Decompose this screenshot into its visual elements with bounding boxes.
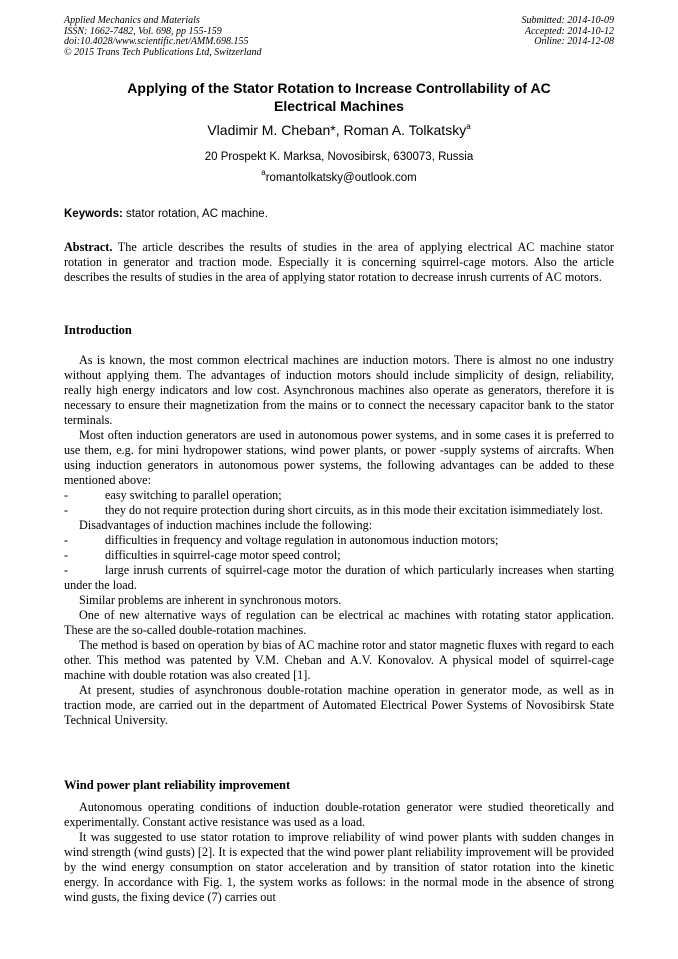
- email-address: romantolkatsky@outlook.com: [265, 172, 417, 184]
- intro-paragraph-5: One of new alternative ways of regulation can be electrical ac machines with rotating stator application. These are the so-called double-rotation machines.: [64, 608, 614, 637]
- accepted-date: Accepted: 2014-10-12: [524, 25, 614, 37]
- list-dash: -: [64, 563, 69, 577]
- abstract-label: Abstract.: [64, 240, 113, 254]
- list-dash: -: [64, 533, 69, 547]
- introduction-heading: Introduction: [64, 323, 132, 337]
- list-dash: -: [64, 548, 69, 562]
- intro-paragraph-4: Similar problems are inherent in synchronous motors.: [79, 593, 342, 607]
- paper-title: [64, 79, 614, 115]
- list-dash: -: [64, 488, 69, 502]
- author-email: [64, 168, 614, 185]
- disadvantage-text-1: difficulties in frequency and voltage regulation in autonomous induction motors;: [105, 533, 499, 547]
- journal-header: [64, 16, 262, 58]
- journal-doi: doi:10.4028/www.scientific.net/AMM.698.155: [64, 36, 249, 47]
- disadvantage-text-3: large inrush currents of squirrel-cage motor the duration of which particularly increases when starting under the load.: [64, 563, 614, 592]
- online-date: Online: 2014-12-08: [534, 36, 614, 47]
- journal-issn: ISSN: 1662-7482, Vol. 698, pp 155-159: [64, 25, 222, 37]
- journal-name: Applied Mechanics and Materials: [64, 15, 200, 26]
- email-affiliation-mark: a: [261, 168, 266, 177]
- advantage-text-2: they do not require protection during short circuits, as in this mode their excitation isimmediately lost.: [105, 503, 603, 517]
- disadvantage-item-2: [64, 548, 614, 563]
- intro-paragraph-6: The method is based on operation by bias of AC machine rotor and stator magnetic fluxes with regard to each other. This method was patented by V.M. Cheban and A.V. Konovalov. A physical model of squirrel-cage machine with double rotation was also created [1].: [64, 638, 614, 682]
- introduction-section: [64, 353, 614, 728]
- advantage-item-1: [64, 488, 614, 503]
- title-line-2: Electrical Machines: [274, 98, 404, 114]
- affiliation-address: 20 Prospekt K. Marksa, Novosibirsk, 630073, Russia: [204, 151, 474, 163]
- intro-paragraph-3: Disadvantages of induction machines include the following:: [79, 518, 373, 532]
- wind-paragraph-1: Autonomous operating conditions of induction double-rotation generator were studied theoretically and experimentally. Constant active resistance was used as a load.: [64, 800, 614, 829]
- author-affiliation-mark: a: [466, 122, 471, 131]
- disadvantage-item-1: [64, 533, 614, 548]
- title-line-1: Applying of the Stator Rotation to Increase Controllability of AC: [127, 80, 551, 96]
- advantage-text-1: easy switching to parallel operation;: [105, 488, 282, 502]
- keywords: [64, 207, 614, 221]
- dates-header: [522, 16, 615, 48]
- submitted-date: Submitted: 2014-10-09: [521, 15, 614, 26]
- wind-section: [64, 800, 614, 905]
- disadvantage-item-3: [64, 563, 614, 593]
- wind-section-heading: Wind power plant reliability improvement: [64, 778, 291, 792]
- author-names: Vladimir M. Cheban*, Roman A. Tolkatsky: [207, 122, 467, 138]
- advantage-item-2: [64, 503, 614, 518]
- journal-copyright: © 2015 Trans Tech Publications Ltd, Switzerland: [64, 46, 262, 58]
- intro-paragraph-1: As is known, the most common electrical machines are induction motors. There is almost no one industry without applying them. The advantages of induction motors should include simplicity of design, reliability, really high energy indicators and low cost. Asynchronous machines also operate as generators, therefore it is necessary to ensure their magnetization from the mains or to connect the necessary capacitor bank to the stator terminals.: [64, 353, 614, 427]
- abstract-text: The article describes the results of studies in the area of applying electrical AC machine stator rotation in generator and traction mode. Especially it is concerning squirrel-cage motors. Also the article describes the results of studies in the area of applying stator rotation to decrease inrush currents of AC motors.: [64, 240, 614, 284]
- intro-paragraph-2: Most often induction generators are used in autonomous power systems, and in some cases it is preferred to use them, e.g. for mini hydropower stations, wind power plants, or power -supply systems of aircrafts. When using induction generators in autonomous power systems, the following advantages can be added to these mentioned above:: [64, 428, 614, 487]
- intro-paragraph-7: At present, studies of asynchronous double-rotation machine operation in generator mode, as well as in traction mode, are carried out in the department of Automated Electrical Power Systems of Novosibirsk State Technical University.: [64, 683, 614, 727]
- keywords-text: stator rotation, AC machine.: [122, 208, 268, 220]
- disadvantage-text-2: difficulties in squirrel-cage motor speed control;: [105, 548, 341, 562]
- list-dash: -: [64, 503, 69, 517]
- wind-paragraph-2: It was suggested to use stator rotation to improve reliability of wind power plants with sudden changes in wind strength (wind gusts) [2]. It is expected that the wind power plant reliability improvement will be provided by the wind energy consumption on stator acceleration and by transition of stator rotation into the kinetic energy. In accordance with Fig. 1, the system works as follows: in the normal mode in the absence of strong wind gusts, the fixing device (7) carries out: [64, 830, 614, 904]
- authors: [64, 122, 614, 139]
- keywords-label: Keywords:: [64, 208, 123, 220]
- abstract: [64, 240, 614, 285]
